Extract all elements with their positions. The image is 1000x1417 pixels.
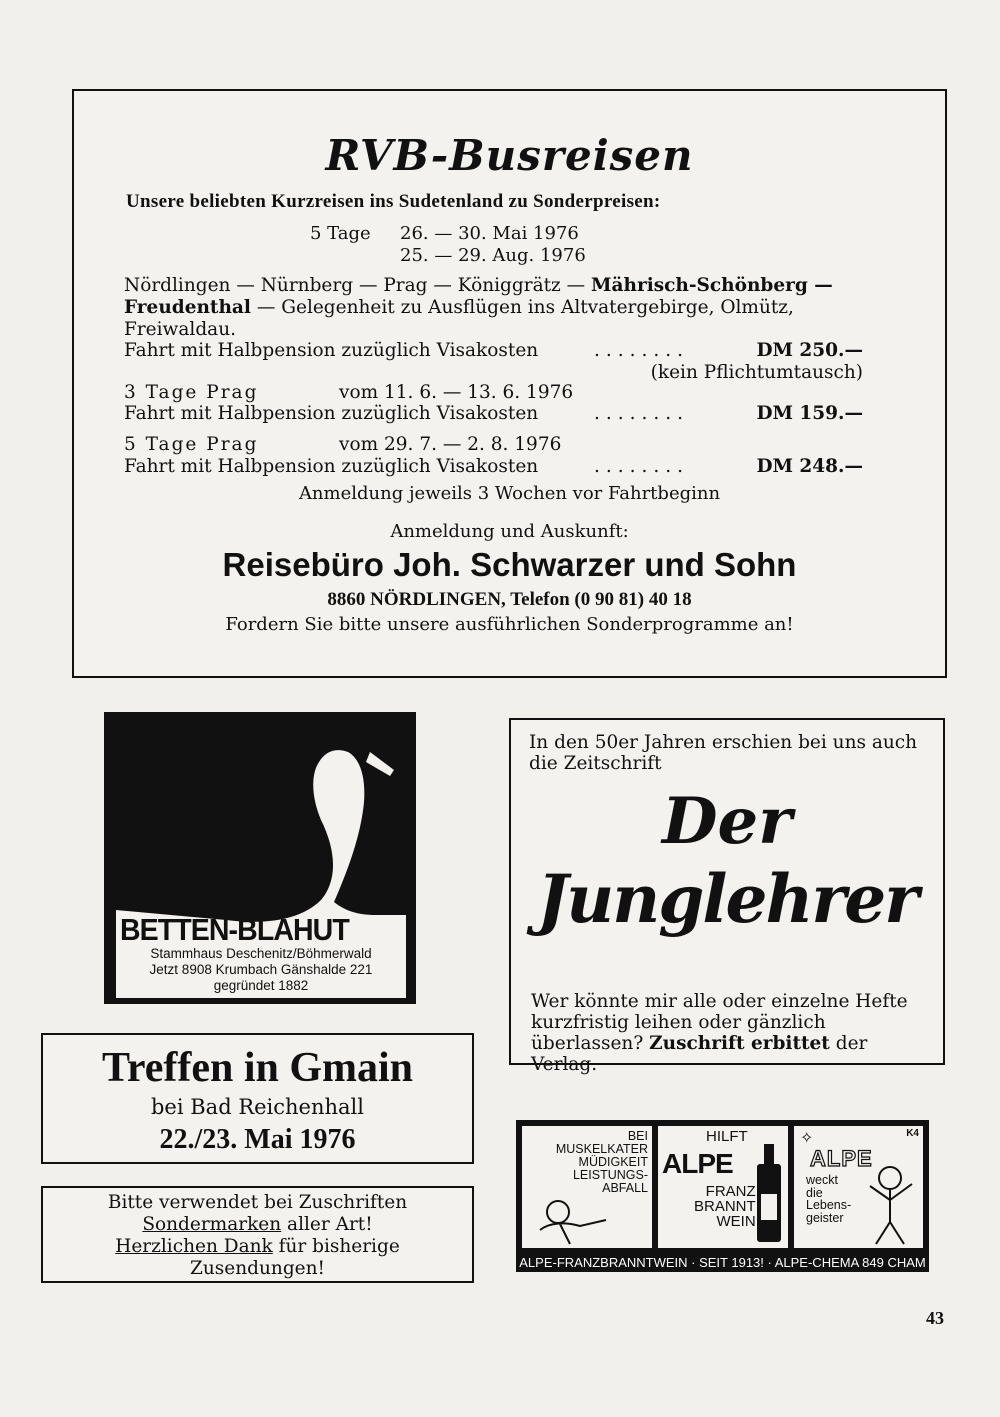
alpe-p3-line: die	[806, 1185, 823, 1200]
alpe-ad	[516, 1120, 929, 1272]
alpe-panel-1-text	[556, 1130, 648, 1195]
alpe-p2-brand: ALPE	[662, 1148, 733, 1179]
betten-line: decken. Umfassendes	[124, 841, 268, 857]
alpe-panel-3	[794, 1126, 923, 1248]
trip1-date1: 26. — 30. Mai 1976	[400, 223, 579, 244]
rvb-title: RVB-Busreisen	[325, 131, 694, 180]
trip2-row	[124, 382, 863, 404]
alpe-p3-brand: ALPE	[810, 1146, 873, 1171]
sonder-line-2-rest: aller Art!	[281, 1214, 373, 1235]
fare2-dots: ........	[594, 403, 690, 424]
alpe-p1-line: MUSKELKATER	[555, 1142, 648, 1156]
alpe-p1-line: ABFALL	[602, 1181, 648, 1195]
betten-line: kostenlos. Schreiben Sie	[124, 873, 284, 889]
route-line-1-b: Mährisch-Schönberg —	[591, 275, 833, 296]
alpe-p3-text	[806, 1174, 851, 1224]
sonder-line-2	[43, 1214, 472, 1236]
info-label: Anmeldung und Auskunft:	[390, 521, 629, 542]
sonder-line-3-u: Herzlichen Dank	[115, 1236, 273, 1257]
treffen-sub: bei Bad Reichenhall	[150, 1095, 364, 1119]
route-line-2-b: — Gelegenheit zu Ausflügen ins Altvatergebirge, Olmütz,	[250, 297, 794, 318]
alpe-p2-top: HILFT	[706, 1128, 748, 1145]
sondermarken-notice	[41, 1186, 474, 1283]
betten-foot-2: Jetzt 8908 Krumbach Gänshalde 221	[149, 962, 373, 977]
sonder-line-2-u: Sondermarken	[142, 1214, 282, 1235]
rvb-subtitle: Unsere beliebten Kurzreisen ins Sudetenland zu Sonderpreisen:	[126, 191, 661, 212]
fare1-row	[124, 340, 863, 362]
fare1-dots: ........	[594, 340, 690, 361]
betten-panel	[116, 740, 406, 998]
betten-line: noch heute eine Karte an	[124, 889, 287, 905]
fare3-text: Fahrt mit Halbpension zuzüglich Visakosten	[124, 456, 539, 477]
sonder-line-3	[43, 1236, 472, 1258]
bottle-icon	[754, 1144, 784, 1244]
happy-person-illustration	[866, 1162, 920, 1246]
route-line-2	[124, 297, 863, 319]
fare2-row	[124, 403, 863, 425]
tired-person-illustration	[530, 1196, 610, 1246]
trip1-date2: 25. — 29. Aug. 1976	[400, 245, 586, 266]
trip2-date: vom 11. 6. — 13. 6. 1976	[339, 382, 574, 403]
alpe-panel-2	[658, 1126, 788, 1248]
alpe-p2-line: WEIN	[716, 1213, 756, 1230]
trip3-row	[124, 434, 863, 456]
trip3-label: 5 Tage Prag	[124, 434, 259, 455]
betten-footer	[118, 946, 404, 994]
jung-logo-line1: Der	[662, 784, 792, 859]
fare3-row	[124, 456, 863, 478]
treffen-ad	[41, 1033, 474, 1164]
alpe-p2-line: BRANNT	[694, 1198, 756, 1215]
agency-name: Reisebüro Joh. Schwarzer und Sohn	[222, 546, 797, 583]
alpe-p1-line: BEI	[627, 1129, 648, 1143]
betten-line: Anti-Rheuma + Daunen-	[124, 825, 281, 841]
betten-line: Bettwäsche, Inlette, Woll-	[124, 809, 288, 825]
sonder-text	[43, 1192, 472, 1280]
route-line-2-a: Freudenthal	[124, 297, 251, 318]
betten-text	[124, 745, 364, 905]
betten-foot-3: gegründet 1882	[213, 978, 309, 993]
alpe-p3-line: Lebens-	[806, 1198, 852, 1212]
rvb-cta: Fordern Sie bitte unsere ausführlichen Sonderprogramme an!	[225, 614, 794, 635]
betten-line: handgeschlissen)	[124, 777, 237, 793]
registration-note: Anmeldung jeweils 3 Wochen vor Fahrtbeginn	[298, 483, 721, 504]
alpe-p3-tag: K4	[906, 1128, 919, 1139]
alpe-p1-line: MÜDIGKEIT	[578, 1155, 648, 1169]
fare1-price: DM 250.—	[756, 340, 863, 361]
treffen-date: 22./23. Mai 1976	[159, 1124, 356, 1155]
route-line-3: Freiwaldau.	[124, 319, 236, 340]
route-line-1	[124, 275, 863, 297]
rvb-busreisen-ad	[72, 89, 947, 678]
fare2-price: DM 159.—	[756, 403, 863, 424]
trip3-date: vom 29. 7. — 2. 8. 1976	[339, 434, 562, 455]
betten-foot-1: Stammhaus Deschenitz/Böhmerwald	[150, 946, 372, 961]
alpe-p3-line: geister	[806, 1210, 844, 1225]
betten-blahut-ad	[104, 712, 416, 1004]
fare1-text: Fahrt mit Halbpension zuzüglich Visakosten	[124, 340, 539, 361]
sparkle-icon: ✧	[800, 1128, 814, 1147]
trip1-days: 5 Tage	[310, 223, 371, 244]
betten-line: Karo-Step-Flachbetten,	[124, 793, 274, 809]
jung-body-a: Wer könnte mir alle oder einzelne Hefte kurzfristig leihen oder gänzlich überlassen?	[531, 991, 908, 1054]
jung-body-c: der Verlag.	[531, 1033, 868, 1075]
alpe-p2-line: FRANZ	[705, 1183, 756, 1200]
treffen-title: Treffen in Gmain	[101, 1045, 414, 1091]
fare3-price: DM 248.—	[756, 456, 863, 477]
page-number: 43	[926, 1308, 944, 1328]
alpe-footer: ALPE-FRANZBRANNTWEIN · SEIT 1913! · ALPE-CHEMA 849 CHAM	[519, 1255, 926, 1270]
alpe-panel-1	[522, 1126, 652, 1248]
jung-logo-line2: Junglehrer	[537, 860, 917, 938]
betten-line: Fertige Betten,	[124, 745, 220, 761]
betten-brand: BETTEN-BLAHUT	[120, 912, 349, 947]
agency-address: 8860 NÖRDLINGEN, Telefon (0 90 81) 40 18	[327, 589, 692, 610]
jung-body	[531, 991, 936, 1075]
jung-intro: In den 50er Jahren erschien bei uns auch die Zeitschrift	[529, 732, 918, 774]
fare3-dots: ........	[594, 456, 690, 477]
alpe-p1-line: LEISTUNGS-	[572, 1168, 648, 1182]
sonder-line-1: Bitte verwendet bei Zuschriften	[107, 1192, 408, 1213]
alpe-p3-line: weckt	[806, 1173, 838, 1187]
alpe-p2-bottom	[694, 1184, 756, 1229]
junglehrer-ad	[509, 718, 945, 1075]
trip2-label: 3 Tage Prag	[124, 382, 259, 403]
betten-line: Angebot, auch Muster	[124, 857, 266, 873]
fare2-text: Fahrt mit Halbpension zuzüglich Visakosten	[124, 403, 539, 424]
fare1-note: (kein Pflichtumtausch)	[650, 362, 863, 383]
sonder-line-4: Zusendungen!	[190, 1258, 325, 1279]
sonder-line-3-rest: für bisherige	[272, 1236, 400, 1257]
route-line-1-a: Nördlingen — Nürnberg — Prag — Königgrätz —	[124, 275, 592, 296]
jung-body-b: Zuschrift erbittet	[649, 1033, 830, 1054]
betten-line: Bettfedern (auch	[124, 761, 232, 777]
